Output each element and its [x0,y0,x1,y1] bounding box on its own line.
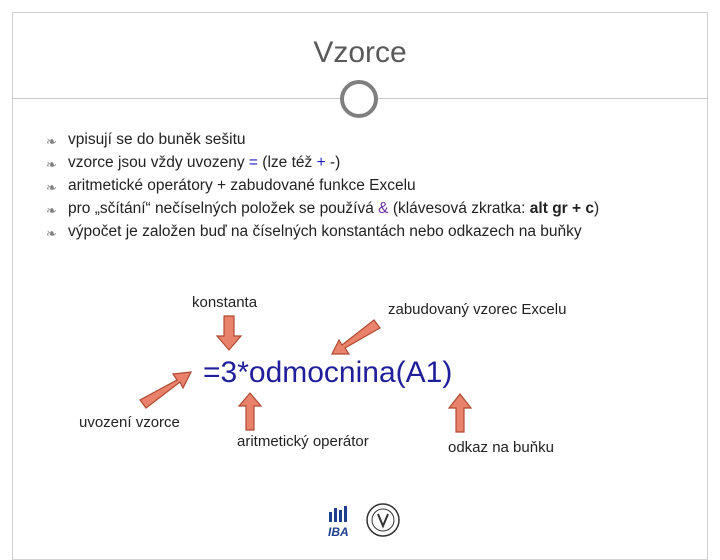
label-konstanta: konstanta [192,294,258,311]
label-aritmeticky-operator: aritmetický operátor [237,433,369,450]
bullet-text: + [316,154,326,171]
leaf-bullet-icon: ❧ [46,203,57,218]
bullet-text: aritmetické operátory + zabudované funkce Excelu [68,177,416,194]
arrow-uvozeni [140,372,191,408]
bullet-text: vzorce jsou vždy uvozeny [68,154,249,171]
bullet-text: & [378,200,389,217]
formula-example: =3*odmocnina(A1) [203,356,453,389]
leaf-bullet-icon: ❧ [46,226,57,241]
arrow-odkaz [449,394,471,432]
arrow-konstanta [217,316,241,350]
arrow-aritmeticky [239,393,261,430]
iba-logo-text: IBA [328,525,349,539]
iba-logo-icon [328,506,349,539]
bullet-text: výpočet je založen buď na číselných konstantách nebo odkazech na buňky [68,223,582,240]
bullet-text: vpisují se do buněk sešitu [68,131,246,148]
leaf-bullet-icon: ❧ [46,180,57,195]
label-odkaz-na-bunku: odkaz na buňku [448,439,554,456]
bullet-text: alt gr + c [529,200,594,217]
university-seal-icon [367,504,399,536]
bullet-text: (lze též [257,154,317,171]
leaf-bullet-icon: ❧ [46,134,57,149]
bullet-text: pro „sčítání“ nečíselných položek se používá [68,200,379,217]
label-uvozeni-vzorce: uvození vzorce [79,414,180,431]
leaf-bullet-icon: ❧ [46,157,57,172]
arrow-zabudovany [332,320,380,354]
bullet-text: ) [593,200,600,217]
slide-title: Vzorce [313,36,407,69]
footer-logos [325,500,405,540]
bullet-text: (klávesová zkratka: [388,200,530,217]
label-zabudovany-vzorec: zabudovaný vzorec Excelu [388,301,567,318]
bullet-text: -) [325,154,341,171]
bullet-text: = [248,154,258,171]
